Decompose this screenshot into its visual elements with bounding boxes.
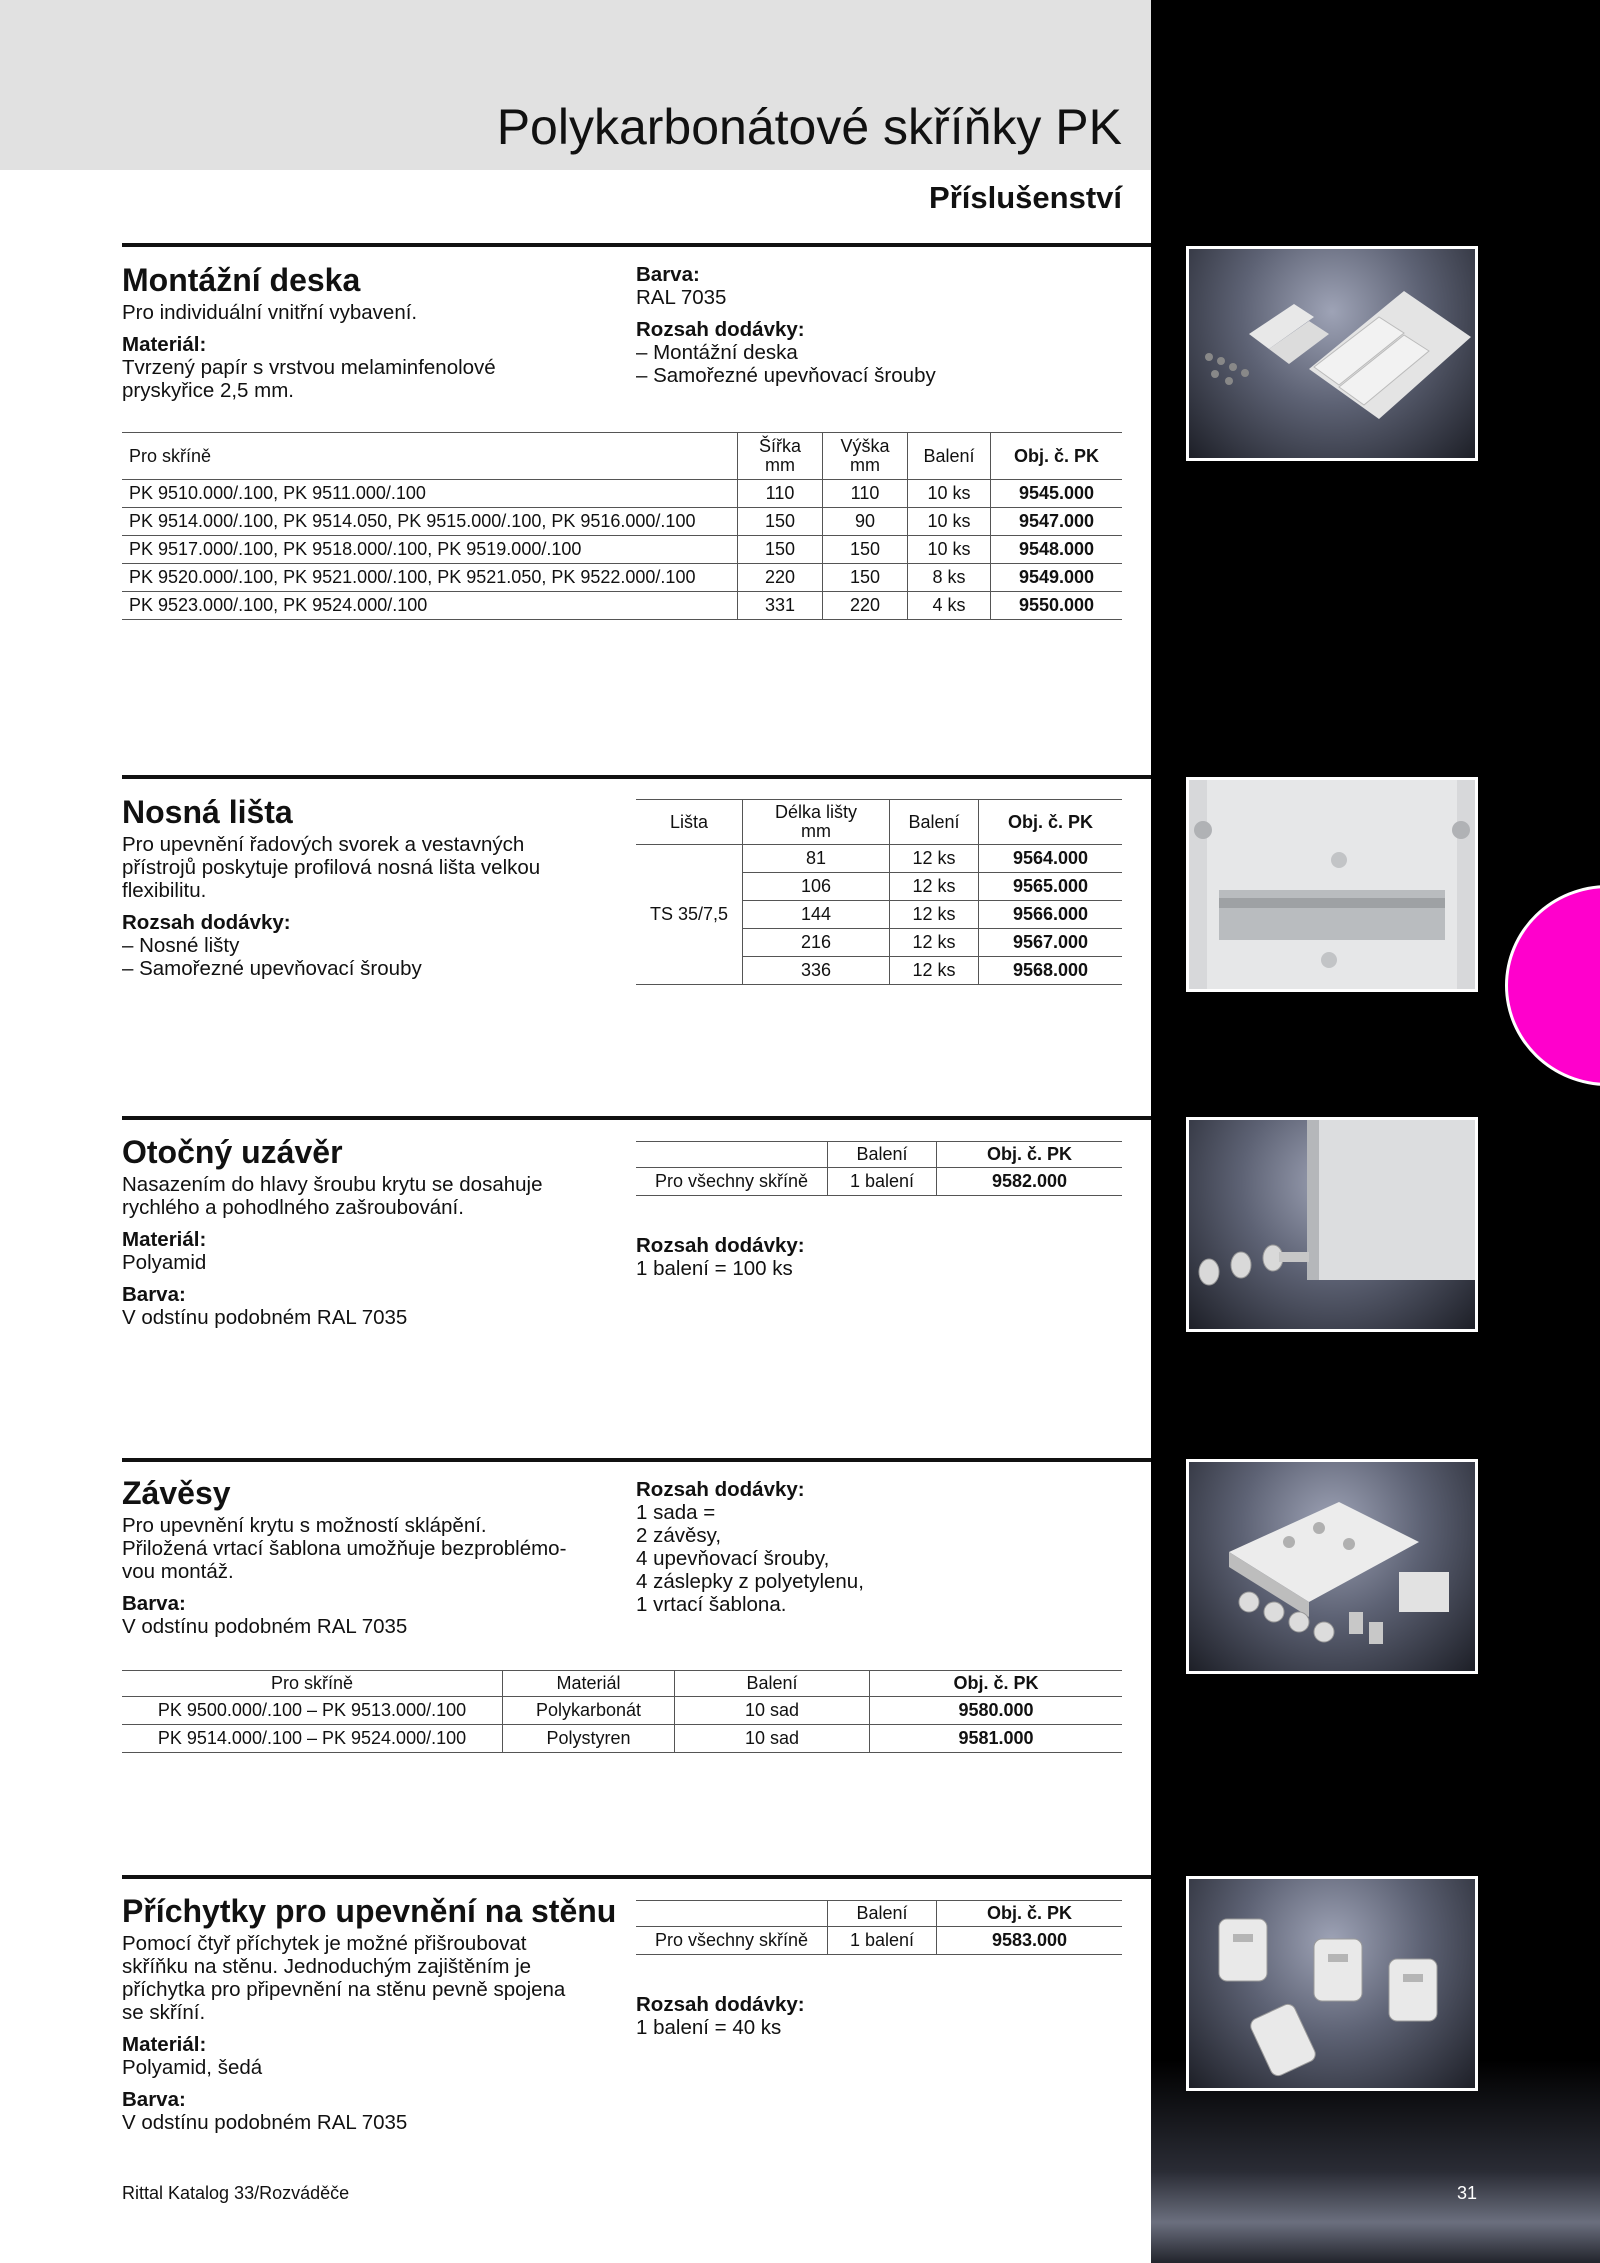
- table-row: [122, 564, 1122, 592]
- table-header-row: [122, 1671, 1122, 1697]
- wall-bracket-scope: [636, 1993, 1116, 2039]
- order-number: 9547.000: [991, 508, 1123, 536]
- table-row: [636, 845, 1122, 873]
- footer-catalog: Rittal Katalog 33/Rozváděče: [122, 2183, 350, 2203]
- column-header: Obj. č. PK: [937, 1901, 1123, 1927]
- scope-label: Rozsah dodávky:: [636, 318, 805, 341]
- product-photo-mounting-plate: [1186, 246, 1478, 461]
- table-cell: PK 9510.000/.100, PK 9511.000/.100: [122, 480, 738, 508]
- order-number: 9565.000: [979, 873, 1123, 901]
- color-label: Barva:: [636, 263, 700, 286]
- scope-label: Rozsah dodávky:: [636, 1478, 805, 1501]
- section-otocny-uzaver: [122, 1134, 642, 1329]
- section-intro: Pro individuální vnitřní vybavení.: [122, 301, 418, 324]
- description-line: Přiložená vrtací šablona umožňuje bezproblémo-: [122, 1537, 567, 1560]
- table-cell: Polykarbonát: [503, 1697, 675, 1725]
- table-row: [122, 1697, 1122, 1725]
- material-label: Materiál:: [122, 333, 207, 356]
- table-cell: Polystyren: [503, 1725, 675, 1753]
- column-header: [636, 1142, 828, 1168]
- column-header: [636, 1901, 828, 1927]
- description-line: příchytka pro připevnění na stěnu pevně spojena: [122, 1978, 566, 2001]
- table-row: [636, 1168, 1122, 1196]
- page-title: Polykarbonátové skříňky PK: [496, 99, 1122, 155]
- table-cell: 81: [743, 845, 890, 873]
- table-cell: 144: [743, 901, 890, 929]
- order-number: 9582.000: [937, 1168, 1123, 1196]
- color-label: Barva:: [122, 1283, 186, 1306]
- table-cell: 331: [738, 592, 823, 620]
- table-row: [122, 536, 1122, 564]
- table-header-row: [636, 1901, 1122, 1927]
- table-cell: 150: [738, 536, 823, 564]
- column-header: Délka lišty mm: [743, 800, 890, 845]
- mounting-plate-table: [122, 432, 1122, 620]
- section-divider: [122, 1875, 1151, 1879]
- table-cell: 10 ks: [908, 480, 991, 508]
- color-value: RAL 7035: [636, 286, 727, 309]
- order-number: 9581.000: [870, 1725, 1123, 1753]
- order-number: 9549.000: [991, 564, 1123, 592]
- table-header-row: [636, 1142, 1122, 1168]
- description-line: Pro upevnění krytu s možností sklápění.: [122, 1514, 487, 1537]
- table-cell: 4 ks: [908, 592, 991, 620]
- table-cell: 216: [743, 929, 890, 957]
- material-label: Materiál:: [122, 2033, 207, 2056]
- order-number: 9545.000: [991, 480, 1123, 508]
- table-cell: 220: [823, 592, 908, 620]
- table-row: [122, 508, 1122, 536]
- scope-label: Rozsah dodávky:: [636, 1993, 805, 2016]
- table-row: [636, 1927, 1122, 1955]
- column-header: Výška mm: [823, 433, 908, 480]
- hinges-table: [122, 1670, 1122, 1753]
- table-cell: 12 ks: [890, 901, 979, 929]
- scope-item: – Samořezné upevňovací šrouby: [122, 957, 642, 980]
- scope-item: – Samořezné upevňovací šrouby: [636, 364, 1116, 387]
- order-number: 9567.000: [979, 929, 1123, 957]
- section-divider: [122, 775, 1151, 779]
- scope-value: 1 balení = 100 ks: [636, 1257, 793, 1280]
- product-photo-hinges: [1186, 1459, 1478, 1674]
- scope-value: 1 balení = 40 ks: [636, 2016, 782, 2039]
- table-cell: 1 balení: [828, 1168, 937, 1196]
- color-label: Barva:: [122, 1592, 186, 1615]
- section-heading: Otočný uzávěr: [122, 1134, 343, 1170]
- section-heading: Montážní deska: [122, 262, 361, 298]
- order-number: 9564.000: [979, 845, 1123, 873]
- section-heading: Závěsy: [122, 1475, 231, 1511]
- table-cell: PK 9517.000/.100, PK 9518.000/.100, PK 9519.000/.100: [122, 536, 738, 564]
- table-cell: 8 ks: [908, 564, 991, 592]
- table-cell: 12 ks: [890, 929, 979, 957]
- rail-table: [636, 799, 1122, 985]
- order-number: 9583.000: [937, 1927, 1123, 1955]
- table-row: [122, 592, 1122, 620]
- color-value: V odstínu podobném RAL 7035: [122, 1615, 408, 1638]
- column-header: Balení: [675, 1671, 870, 1697]
- rail-type: TS 35/7,5: [636, 845, 743, 985]
- table-cell: PK 9514.000/.100, PK 9514.050, PK 9515.000/.100, PK 9516.000/.100: [122, 508, 738, 536]
- section-heading: Příchytky pro upevnění na stěnu: [122, 1893, 617, 1929]
- scope-line: 1 vrtací šablona.: [636, 1593, 787, 1616]
- order-number: 9548.000: [991, 536, 1123, 564]
- column-header: Obj. č. PK: [991, 433, 1123, 480]
- description-line: přístrojů poskytuje profilová nosná lišta velkou: [122, 856, 541, 879]
- section-montazni-deska: [122, 262, 622, 402]
- order-number: 9568.000: [979, 957, 1123, 985]
- scope-item: – Nosné lišty: [122, 934, 642, 957]
- material-line: pryskyřice 2,5 mm.: [122, 379, 294, 402]
- color-label: Barva:: [122, 2088, 186, 2111]
- table-row: [122, 480, 1122, 508]
- column-header: Obj. č. PK: [870, 1671, 1123, 1697]
- material-label: Materiál:: [122, 1228, 207, 1251]
- description-line: Pro upevnění řadových svorek a vestavných: [122, 833, 525, 856]
- description-line: se skříní.: [122, 2001, 206, 2024]
- table-cell: 150: [823, 564, 908, 592]
- twist-lock-table: [636, 1141, 1122, 1196]
- description-line: rychlého a pohodlného zašroubování.: [122, 1196, 464, 1219]
- table-cell: PK 9523.000/.100, PK 9524.000/.100: [122, 592, 738, 620]
- page-subtitle: Příslušenství: [929, 180, 1122, 215]
- scope-label: Rozsah dodávky:: [636, 1234, 805, 1257]
- scope-item: – Montážní deska: [636, 341, 1116, 364]
- product-photo-din-rail: [1186, 777, 1478, 992]
- column-header: Balení: [828, 1901, 937, 1927]
- table-cell: Pro všechny skříně: [636, 1168, 828, 1196]
- description-line: flexibilitu.: [122, 879, 207, 902]
- order-number: 9550.000: [991, 592, 1123, 620]
- order-number: 9580.000: [870, 1697, 1123, 1725]
- section-heading: Nosná lišta: [122, 794, 293, 830]
- table-header-row: [636, 800, 1122, 845]
- table-cell: 220: [738, 564, 823, 592]
- table-cell: 10 sad: [675, 1697, 870, 1725]
- section-divider: [122, 1458, 1151, 1462]
- product-photo-wall-brackets: [1186, 1876, 1478, 2091]
- scope-line: 4 upevňovací šrouby,: [636, 1547, 830, 1570]
- twist-lock-scope: [636, 1234, 1116, 1280]
- column-header: Balení: [890, 800, 979, 845]
- column-header: Pro skříně: [122, 1671, 503, 1697]
- color-value: V odstínu podobném RAL 7035: [122, 2111, 408, 2134]
- page-number: 31: [1457, 2183, 1478, 2203]
- table-cell: 90: [823, 508, 908, 536]
- table-cell: 12 ks: [890, 845, 979, 873]
- column-header: Balení: [908, 433, 991, 480]
- material-line: Tvrzený papír s vrstvou melaminfenolové: [122, 356, 496, 379]
- scope-line: 2 závěsy,: [636, 1524, 722, 1547]
- table-cell: 150: [738, 508, 823, 536]
- column-header: Materiál: [503, 1671, 675, 1697]
- column-header: Obj. č. PK: [937, 1142, 1123, 1168]
- description-line: Pomocí čtyř příchytek je možné přišroubovat: [122, 1932, 527, 1955]
- order-number: 9566.000: [979, 901, 1123, 929]
- description-line: vou montáž.: [122, 1560, 234, 1583]
- scope-label: Rozsah dodávky:: [122, 911, 291, 934]
- table-cell: PK 9500.000/.100 – PK 9513.000/.100: [122, 1697, 503, 1725]
- table-row: [122, 1725, 1122, 1753]
- table-cell: 150: [823, 536, 908, 564]
- table-cell: 336: [743, 957, 890, 985]
- table-cell: 110: [738, 480, 823, 508]
- table-cell: 10 ks: [908, 536, 991, 564]
- material-value: Polyamid: [122, 1251, 207, 1274]
- color-value: V odstínu podobném RAL 7035: [122, 1306, 408, 1329]
- wall-bracket-table: [636, 1900, 1122, 1955]
- material-value: Polyamid, šedá: [122, 2056, 263, 2079]
- hinges-scope: [636, 1478, 1116, 1616]
- section-zavesy: [122, 1475, 642, 1638]
- table-cell: 12 ks: [890, 873, 979, 901]
- table-cell: 106: [743, 873, 890, 901]
- table-cell: PK 9514.000/.100 – PK 9524.000/.100: [122, 1725, 503, 1753]
- table-header-row: [122, 433, 1122, 480]
- table-cell: 10 ks: [908, 508, 991, 536]
- section-divider: [122, 1116, 1151, 1120]
- column-header: Obj. č. PK: [979, 800, 1123, 845]
- table-cell: 12 ks: [890, 957, 979, 985]
- scope-line: 4 záslepky z polyetylenu,: [636, 1570, 864, 1593]
- description-line: Nasazením do hlavy šroubu krytu se dosahuje: [122, 1173, 543, 1196]
- section-divider: [122, 243, 1151, 247]
- table-cell: 110: [823, 480, 908, 508]
- column-header: Lišta: [636, 800, 743, 845]
- description-line: skříňku na stěnu. Jednoduchým zajištěním je: [122, 1955, 532, 1978]
- column-header: Balení: [828, 1142, 937, 1168]
- section-prichytky: [122, 1893, 642, 2134]
- column-header: Pro skříně: [122, 433, 738, 480]
- table-cell: PK 9520.000/.100, PK 9521.000/.100, PK 9521.050, PK 9522.000/.100: [122, 564, 738, 592]
- section-nosna-lista: [122, 794, 642, 980]
- table-cell: 10 sad: [675, 1725, 870, 1753]
- scope-line: 1 sada =: [636, 1501, 716, 1524]
- section-montazni-deska-details: [636, 263, 1116, 387]
- product-photo-twist-lock: [1186, 1117, 1478, 1332]
- table-cell: Pro všechny skříně: [636, 1927, 828, 1955]
- table-cell: 1 balení: [828, 1927, 937, 1955]
- column-header: Šířka mm: [738, 433, 823, 480]
